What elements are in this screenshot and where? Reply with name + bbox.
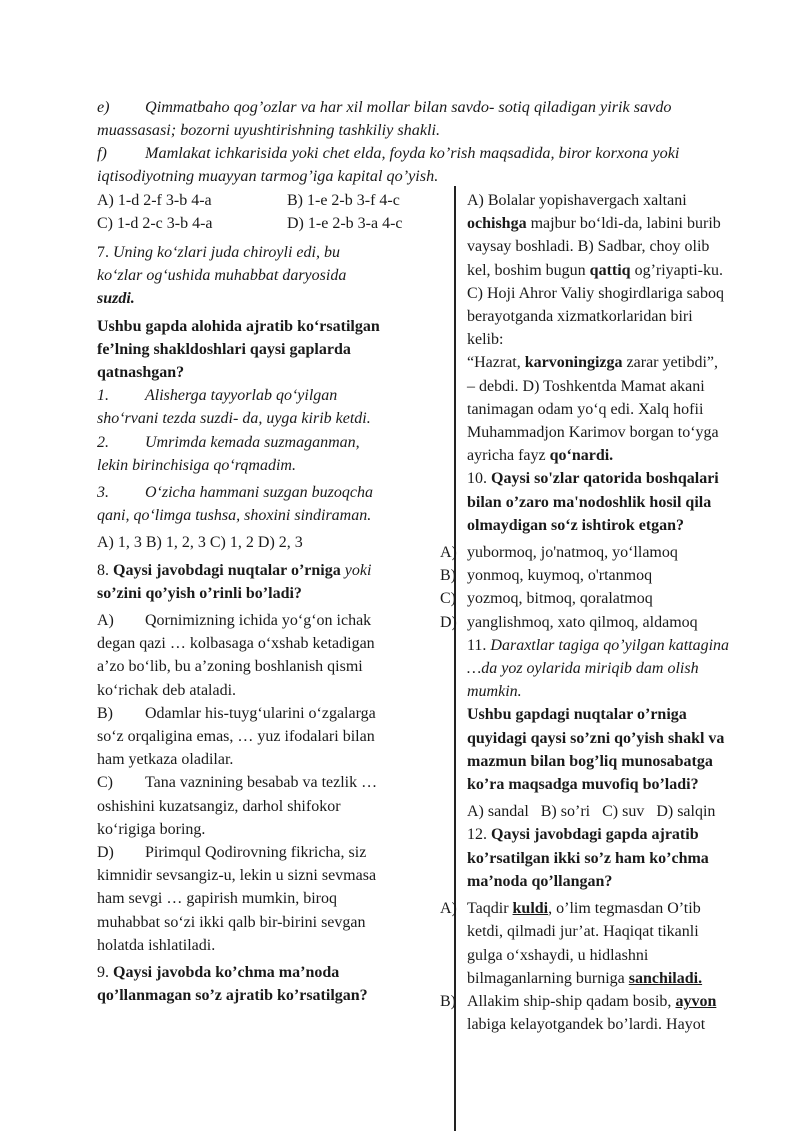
option-e: e) Qimmatbaho qog’ozlar va har xil mollar bilan savdo- sotiq qiladigan yirik savdo: [97, 98, 672, 116]
q10-question: 10. Qaysi so'zlar qatorida boshqalari: [467, 470, 719, 488]
q6-answer-c: C) 1-d 2-c 3-b 4-a: [97, 215, 213, 232]
q7-option-2: 2. Umrimda kemada suzmaganman,: [97, 433, 360, 451]
q11-question: Ushbu gapdagi nuqtalar o’rniga: [467, 706, 687, 724]
q7-question: Ushbu gapda alohida ajratib ko‘rsatilgan: [97, 317, 380, 335]
q12-option-a: A) Taqdir kuldi, o’lim tegmasdan O’tib: [440, 900, 701, 918]
q12-option-b: B) Allakim ship-ship qadam bosib, ayvon: [440, 992, 717, 1010]
option-f-cont: iqtisodiyotning muayyan tarmog’iga kapital qo’yish.: [97, 167, 439, 185]
q8-option-c: C) Tana vaznining besabab va tezlik …: [97, 774, 378, 792]
q10-option-c: C) yozmoq, bitmoq, qoralatmoq: [440, 590, 653, 608]
q10-option-b: B) yonmoq, kuymoq, o'rtanmoq: [440, 567, 653, 585]
q6-answer-d: D) 1-e 2-b 3-a 4-c: [287, 215, 403, 232]
q6-answer-a: A) 1-d 2-f 3-b 4-a: [97, 192, 212, 209]
q10-option-a: A) yubormoq, jo'natmoq, yo‘llamoq: [440, 544, 678, 562]
q7-option-3: 3. O‘zicha hammani suzgan buzoqcha: [97, 484, 373, 502]
q10-option-d: D) yanglishmoq, xato qilmoq, aldamoq: [440, 613, 698, 631]
left-column: 7. Uning ko‘zlari juda chiroyli edi, bu ko‘zlar og‘ushida muhabbat daryosida suzdi. Ushbu gapda alohida ajratib ko‘rsatilgan fe’lning shakldoshlari qaysi gaplarda qatnashgan? 1. Alisherga tayyorlab qo‘yilgan sho‘rvani tezda suzdi- da, uyga kirib ketdi. 2. Umrimda kemada suzmaganman, lekin birinchisiga qo‘rqmadim. 3. O‘zicha hammani suzgan buzoqcha qani, qo‘limga tushsa, shoxini sindiraman. A) 1, 3 B) 1, 2, 3 C) 1, 2 D) 2, 3 8. Qaysi javobdagi nuqtalar o’rniga yoki so’zini qo’yish o’rinli bo’ladi? A) Qornimizning ichida yo‘g‘on ichak degan qazi … kolbasaga o‘xshab ketadigan a’zo bo‘lib, bu a’zoning boshlanish qismi ko‘richak deb ataladi. B) Odamlar his-tuyg‘ularini o‘zgalarga so‘z orqaligina emas, … yuz ifodalari bilan ham yetkaza oladilar. C) Tana vaznining besabab va tezlik … oshishini kuzatsangiz, darhol shifokor ko‘rigiga boring. D) Pirimqul Qodirovning fikricha, siz kimnidir sevsangiz-u, lekin u sizni sevmasa ham sevgi … gapirish mumkin, biroq muhabbat so‘zi ikki qalb bir-birini sevgan holatda ishlatiladi. 9. Qaysi javobda ko’chma ma’noda qo’llanmagan so’z ajratib ko’rsatilgan?: [97, 241, 409, 1008]
q7-option-1: 1. Alisherga tayyorlab qo‘yilgan: [97, 387, 338, 405]
q11-answers: A) sandal B) so’ri C) suv D) salqin: [467, 803, 716, 821]
q8-question: 8. Qaysi javobdagi nuqtalar o’rniga yoki: [97, 561, 372, 579]
q8-option-a: A) Qornimizning ichida yo‘g‘on ichak: [97, 612, 372, 630]
right-column: A) Bolalar yopishavergach xaltani ochishga majbur bo‘ldi-da, labini burib vaysay boshladi. B) Sadbar, choy olib kel, boshim bugun qattiq og’riyapti-ku. C) Hoji Ahror Valiy shogirdlariga saboq berayotganda xizmatkorlaridan biri kelib: “Hazrat, karvoningizga zarar yetibdi”, – debdi. D) Toshkentda Mamat akani tanimagan odam yo‘q edi. Xalq hofii Muhammadjon Karimov borgan to‘yga ayricha fayz qo‘nardi. 10. Qaysi so'zlar qatorida boshqalari bilan o’zaro ma'nodoshlik hosil qila olmaydigan so‘z ishtirok etgan? A) yubormoq, jo'natmoq, yo‘llamoq B) yonmoq, kuymoq, o'rtanmoq C) yozmoq, bitmoq, qoralatmoq D) yanglishmoq, xato qilmoq, aldamoq 11. Daraxtlar tagiga qo’yilgan kattagina …da yoz oylarida miriqib dam olish mumkin. Ushbu gapdagi nuqtalar o’rniga quyidagi qaysi so’zni qo’yish shakl va mazmun bilan bog’liq munosabatga ko’ra maqsadga muvofiq bo’ladi? A) sandal B) so’ri C) suv D) salqin 12. Qaysi javobdagi gapda ajratib ko’rsatilgan ikki so’z ham ko’chma ma’noda qo’llangan? A) Taqdir kuldi, o’lim tegmasdan O’tib ketdi, qilmadi jur’at. Haqiqat tikanli gulga o‘xshaydi, u hidlashni bilmaganlarning burniga sanchiladi. B) Allakim ship-ship qadam bosib, ayvon labiga kelayotgandek bo’lardi. Hayot: [467, 189, 757, 1036]
q6-answer-b: B) 1-e 2-b 3-f 4-c: [287, 192, 400, 209]
q7-sentence: 7. Uning ko‘zlari juda chiroyli edi, bu: [97, 244, 340, 261]
q8-option-d: D) Pirimqul Qodirovning fikricha, siz: [97, 844, 367, 862]
option-f: f) Mamlakat ichkarisida yoki chet elda, foyda ko’rish maqsadida, biror korxona yoki: [97, 144, 680, 162]
matching-options-block: [97, 96, 737, 188]
q11-sentence: 11. Daraxtlar tagiga qo’yilgan kattagina: [467, 636, 730, 654]
q7-answers: A) 1, 3 B) 1, 2, 3 C) 1, 2 D) 2, 3: [97, 534, 303, 552]
q8-option-b: B) Odamlar his-tuyg‘ularini o‘zgalarga: [97, 704, 376, 722]
q9-options: A) Bolalar yopishavergach xaltani: [467, 192, 687, 209]
q9-question: 9. Qaysi javobda ko’chma ma’noda: [97, 964, 340, 982]
option-e-cont: muassasasi; bozorni uyushtirishning tashkiliy shakli.: [97, 121, 441, 139]
q12-question: 12. Qaysi javobdagi gapda ajratib: [467, 826, 699, 844]
